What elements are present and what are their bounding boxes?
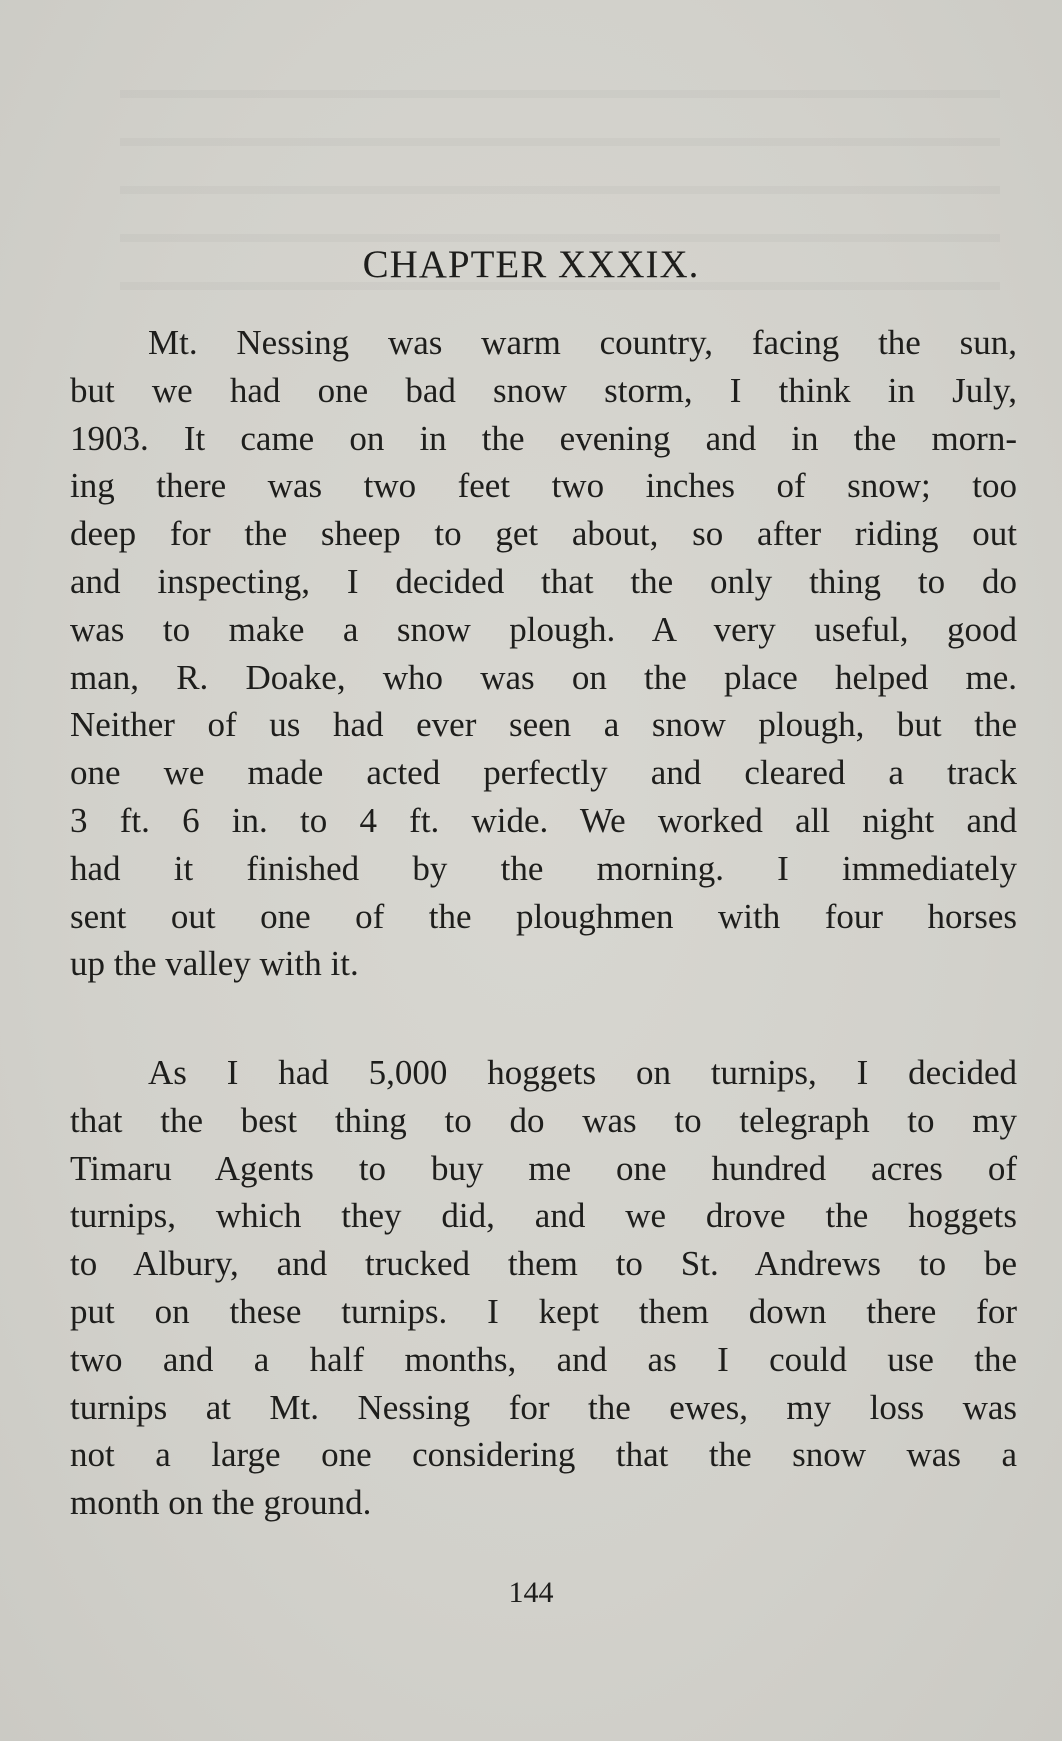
text-line: sent out one of the ploughmen with four horses (70, 896, 1017, 936)
chapter-title: CHAPTER XXXIX. (362, 243, 700, 286)
text-line: month on the ground. (70, 1483, 372, 1523)
text-line: not a large one considering that the snow was a (70, 1435, 1017, 1475)
text-line: put on these turnips. I kept them down there for (70, 1291, 1017, 1331)
text-line: was to make a snow plough. A very useful, good (70, 609, 1017, 649)
paragraph-2 (70, 1049, 1017, 1527)
text-line: turnips at Mt. Nessing for the ewes, my loss was (70, 1387, 1017, 1427)
text-line: that the best thing to do was to telegraph to my (70, 1100, 1017, 1140)
text-line: deep for the sheep to get about, so after riding out (70, 514, 1017, 554)
text-line: one we made acted perfectly and cleared a track (70, 753, 1017, 793)
text-line: 3 ft. 6 in. to 4 ft. wide. We worked all night and (70, 800, 1017, 840)
text-line: Mt. Nessing was warm country, facing the sun, (148, 323, 1017, 362)
text-line: two and a half months, and as I could use the (70, 1339, 1017, 1379)
paragraph-1 (70, 319, 1017, 988)
text-line: Timaru Agents to buy me one hundred acres of (70, 1148, 1017, 1188)
text-line: had it finished by the morning. I immediately (70, 848, 1017, 888)
text-line: 1903. It came on in the evening and in the morn- (70, 418, 1017, 458)
text-line: turnips, which they did, and we drove the hoggets (70, 1196, 1017, 1236)
text-line: Neither of us had ever seen a snow plough, but the (70, 705, 1017, 745)
text-line: up the valley with it. (70, 944, 359, 984)
text-line: man, R. Doake, who was on the place helped me. (70, 657, 1017, 697)
page-number: 144 (508, 1576, 554, 1609)
text-line: but we had one bad snow storm, I think in July, (70, 370, 1017, 410)
text-line: ing there was two feet two inches of snow; too (70, 466, 1017, 506)
text-line: As I had 5,000 hoggets on turnips, I decided (148, 1053, 1017, 1092)
text-line: and inspecting, I decided that the only thing to do (70, 561, 1017, 601)
text-line: to Albury, and trucked them to St. Andrews to be (70, 1244, 1017, 1284)
